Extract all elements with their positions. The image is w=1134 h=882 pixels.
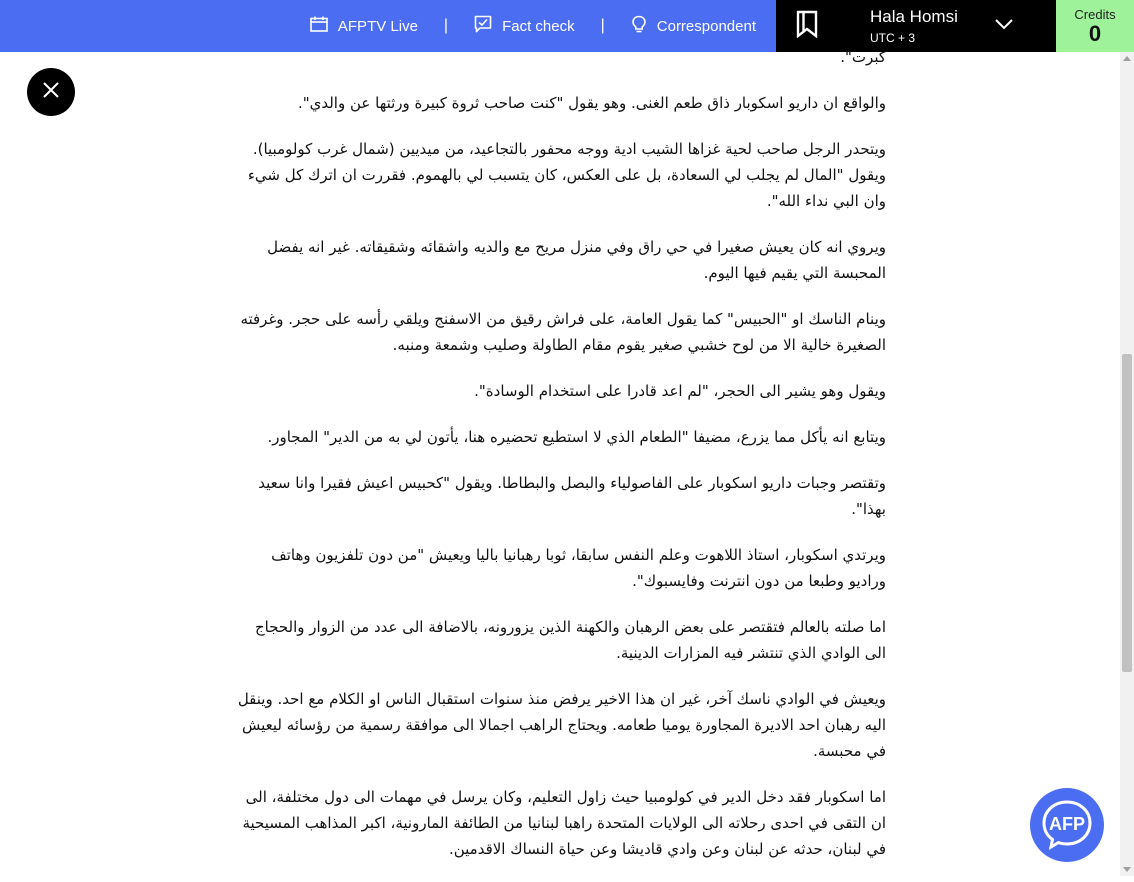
article-body xyxy=(236,44,886,882)
chevron-down-icon[interactable] xyxy=(994,14,1014,38)
article-paragraph: ويتابع انه يأكل مما يزرع، مضيفا "الطعام الذي لا استطيع تحضيره هنا، يأتون لي به من الدير" المجاور. xyxy=(267,428,886,446)
nav-afptv-live-label: AFPTV Live xyxy=(337,17,418,35)
nav-correspondent[interactable] xyxy=(631,15,756,38)
scrollbar-thumb[interactable] xyxy=(1122,354,1132,672)
lightbulb-icon xyxy=(631,15,647,38)
user-timezone: UTC + 3 xyxy=(870,31,916,45)
nav-separator: | xyxy=(443,17,449,34)
calendar-icon xyxy=(310,16,328,36)
user-info xyxy=(870,7,958,45)
nav-fact-check-label: Fact check xyxy=(502,17,575,35)
scrollbar[interactable] xyxy=(1120,52,1134,876)
nav-correspondent-label: Correspondent xyxy=(656,17,756,35)
bookmark-icon[interactable] xyxy=(796,10,818,42)
close-button[interactable] xyxy=(27,68,75,116)
nav-fact-check[interactable] xyxy=(474,15,575,37)
article-paragraph: ويروي انه كان يعيش صغيرا في حي راق وفي منزل مريح مع والديه واشقائه وشقيقاته. غير انه يفضل المحبسة التي يقيم فيها اليوم. xyxy=(267,238,886,282)
credits-label: Credits xyxy=(1074,6,1116,22)
article-paragraph: ويقول وهو يشير الى الحجر، "لم اعد قادرا على استخدام الوسادة". xyxy=(474,382,886,400)
afp-chat-button[interactable] xyxy=(1030,788,1104,862)
article-paragraph: كبرت". xyxy=(840,48,886,66)
article-paragraph: اما اسكوبار فقد دخل الدير في كولومبيا حيث زاول التعليم، وكان يرسل في مهمات الى دول مختلفة، الى ان التقى في احدى رحلاته الى الولايات المتحدة راهبا لبنانيا من الطائفة المارونية، اكبر المذاهب المسيحية في لبنان، حدثه عن لبنان وعن وادي قاديشا وعن حياة النساك الاقدمين. xyxy=(242,788,886,858)
article-paragraph: ويتحدر الرجل صاحب لحية غزاها الشيب ادية ووجه محفور بالتجاعيد، من ميديين (شمال غرب كولومبيا). ويقول "المال لم يجلب لي السعادة، بل على العكس، كان يتسبب لي بالهموم. فقررت ان اترك كل شيء وان البي نداء الله". xyxy=(247,140,886,210)
user-name: Hala Homsi xyxy=(870,7,958,26)
credits-value: 0 xyxy=(1088,20,1102,46)
credits-panel[interactable] xyxy=(1056,0,1134,52)
article-paragraph: والواقع ان داريو اسكوبار ذاق طعم الغنى. وهو يقول "كنت صاحب ثروة كبيرة ورثتها عن والدي". xyxy=(297,94,886,112)
article-paragraph: اما صلته بالعالم فتقتصر على بعض الرهبان والكهنة الذين يزورونه، بالاضافة الى عدد من الزوار والحجاج الى الوادي الذي تنتشر فيه المزارات الدينية. xyxy=(254,618,886,662)
article-paragraph: وينام الناسك او "الحبيس" كما يقول العامة، على فراش رقيق من الاسفنج ويلقي رأسه على حجر. وغرفته الصغيرة خالية الا من لوح خشبي صغير يقوم مقام الطاولة وصليب وشمعة ومنبه. xyxy=(240,310,886,354)
afp-chat-icon xyxy=(1030,788,1104,862)
article-paragraph: ويرتدي اسكوبار، استاذ اللاهوت وعلم النفس سابقا، ثوبا رهبانيا باليا ويعيش "من دون تلفزيون وهاتف وراديو وطبعا من دون انترنت وفايسبوك". xyxy=(271,546,886,590)
afp-logo-text: AFP xyxy=(1049,814,1085,834)
check-bubble-icon xyxy=(474,15,492,37)
article-paragraph: ويعيش في الوادي ناسك آخر، غير ان هذا الاخير يرفض منذ سنوات استقبال الناس او الكلام مع احد. وينقل اليه رهبان احد الاديرة المجاورة يوميا طعامه. ويحتاج الراهب اجمالا الى موافقة رسمية من رؤسائه ليعيش في محبسة. xyxy=(237,690,886,760)
scroll-up-arrow-icon[interactable] xyxy=(1123,56,1131,61)
scroll-down-arrow-icon[interactable] xyxy=(1123,867,1131,872)
close-icon xyxy=(42,81,60,103)
article-paragraph: وتقتصر وجبات داريو اسكوبار على الفاصولياء والبصل والبطاطا. ويقول "كحبيس اعيش فقيرا وانا سعيد بهذا". xyxy=(258,474,886,518)
nav-afptv-live[interactable] xyxy=(310,16,418,36)
nav-separator: | xyxy=(600,17,605,34)
